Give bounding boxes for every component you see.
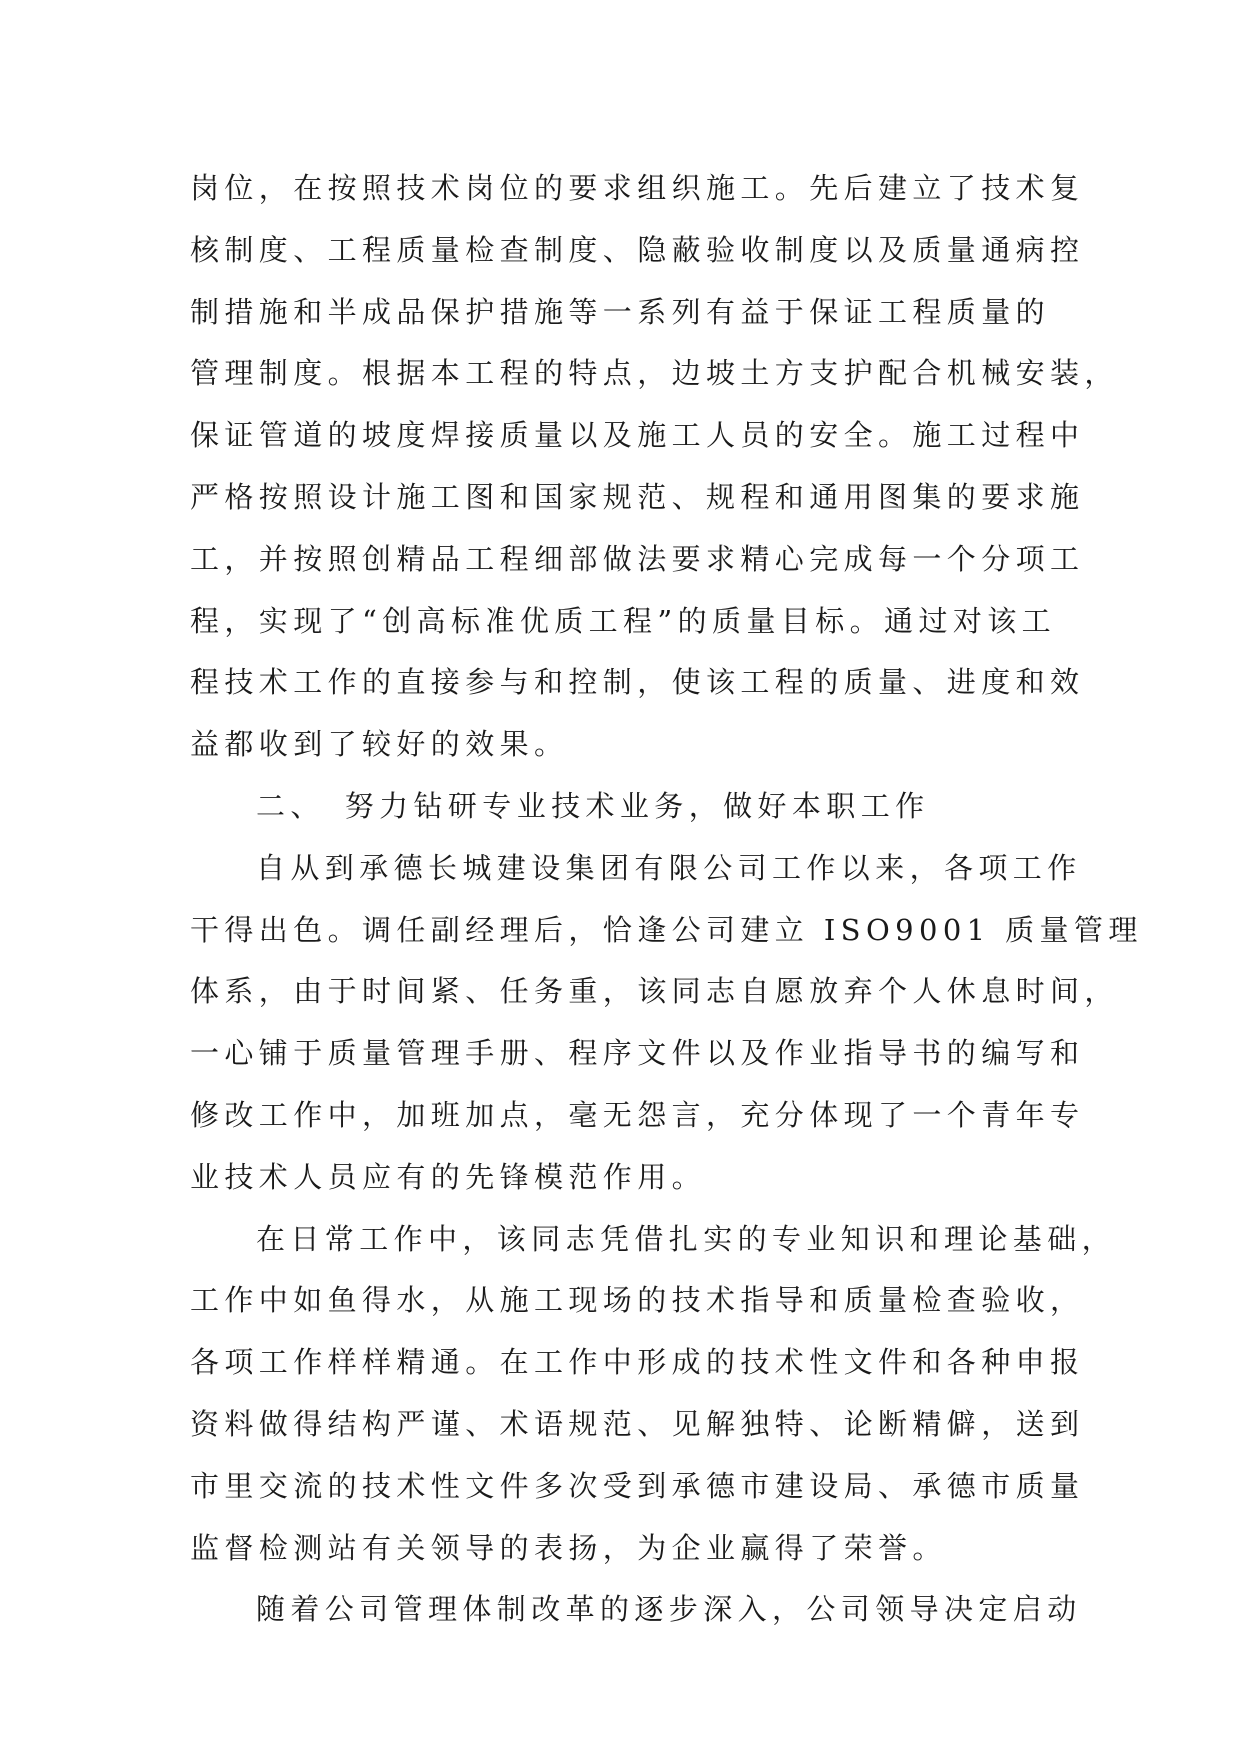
text-line: 随着公司管理体制改革的逐步深入，公司领导决定启动 (256, 1592, 1082, 1627)
text-line: 程，实现了“创高标准优质工程”的质量目标。通过对该工 (190, 603, 1057, 638)
text-line: 工作中如鱼得水，从施工现场的技术指导和质量检查验收， (190, 1283, 1085, 1318)
text-line: 核制度、工程质量检查制度、隐蔽验收制度以及质量通病控 (190, 232, 1085, 267)
document-body (190, 158, 1143, 1641)
text-line: 资料做得结构严谨、术语规范、见解独特、论断精僻，送到 (190, 1406, 1085, 1441)
text-line: 二、 努力钻研专业技术业务，做好本职工作 (256, 788, 930, 823)
text-line: 益都收到了较好的效果。 (190, 727, 569, 762)
text-line: 一心铺于质量管理手册、程序文件以及作业指导书的编写和 (190, 1036, 1085, 1071)
text-line: 修改工作中，加班加点，毫无怨言，充分体现了一个青年专 (190, 1097, 1085, 1132)
text-line: 严格按照设计施工图和国家规范、规程和通用图集的要求施 (190, 479, 1085, 514)
text-line: 制措施和半成品保护措施等一系列有益于保证工程质量的 (190, 294, 1051, 329)
text-line: 市里交流的技术性文件多次受到承德市建设局、承德市质量 (190, 1468, 1085, 1503)
text-line: 程技术工作的直接参与和控制，使该工程的质量、进度和效 (190, 665, 1085, 700)
text-line: 工，并按照创精品工程细部做法要求精心完成每一个分项工 (190, 541, 1085, 576)
text-line: 在日常工作中，该同志凭借扎实的专业知识和理论基础， (256, 1221, 1117, 1256)
text-line: 体系，由于时间紧、任务重，该同志自愿放弃个人休息时间， (190, 974, 1119, 1009)
text-line: 各项工作样样精通。在工作中形成的技术性文件和各种申报 (190, 1345, 1085, 1380)
text-line: 自从到承德长城建设集团有限公司工作以来，各项工作 (256, 850, 1082, 885)
text-line: 保证管道的坡度焊接质量以及施工人员的安全。施工过程中 (190, 418, 1085, 453)
text-line: 监督检测站有关领导的表扬，为企业赢得了荣誉。 (190, 1530, 947, 1565)
text-line: 管理制度。根据本工程的特点，边坡土方支护配合机械安装， (190, 356, 1119, 391)
text-line: 干得出色。调任副经理后，恰逢公司建立 ISO9001 质量管理 (190, 912, 1143, 947)
text-line: 业技术人员应有的先锋模范作用。 (190, 1159, 707, 1194)
text-line: 岗位，在按照技术岗位的要求组织施工。先后建立了技术复 (190, 171, 1085, 205)
